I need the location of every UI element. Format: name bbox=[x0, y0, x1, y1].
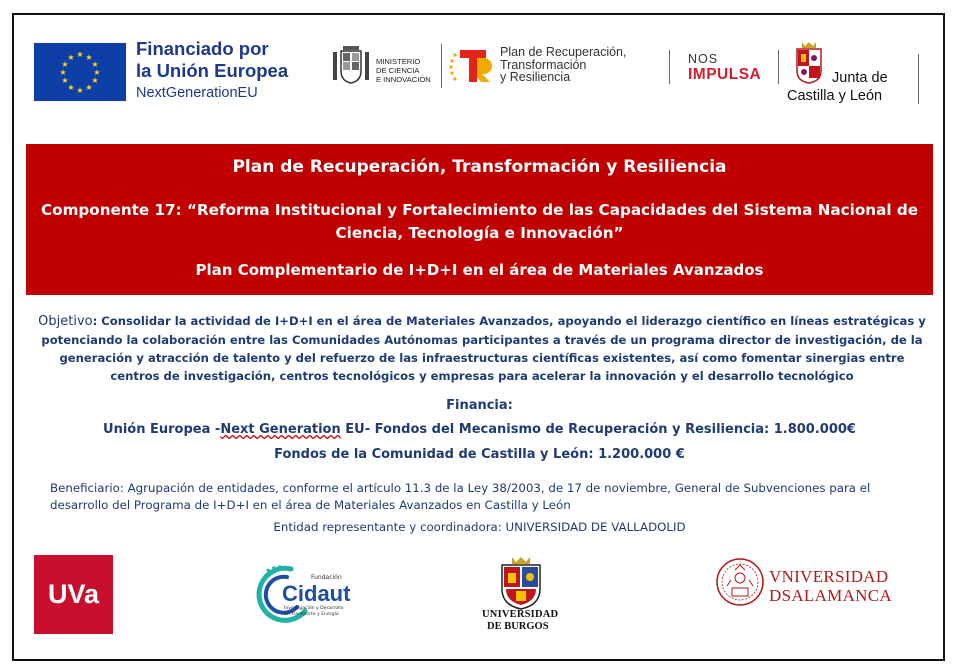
prtr-text bbox=[500, 46, 626, 84]
svg-text:★: ★ bbox=[85, 53, 93, 62]
svg-text:★: ★ bbox=[61, 76, 69, 85]
prtr-line-2: Transformación bbox=[500, 57, 587, 72]
jcyl-line-1: Junta de bbox=[832, 70, 888, 86]
financia-ue-pre: Unión Europea - bbox=[103, 422, 221, 437]
eu-flag-logo bbox=[34, 43, 126, 101]
svg-text:★: ★ bbox=[76, 50, 84, 59]
banner-title: Plan de Recuperación, Transformación y Resiliencia bbox=[232, 157, 727, 177]
banner-componente: Componente 17: “Reforma Institucional y Fortalecimiento de las Capacidades del Sistema Nacional de Ciencia, Tecnología e Innovación” bbox=[41, 201, 918, 242]
svg-text:★: ★ bbox=[61, 60, 69, 69]
program-banner bbox=[26, 144, 933, 295]
spain-coat-of-arms-icon bbox=[330, 42, 372, 88]
uva-logo bbox=[34, 555, 113, 634]
salamanca-seal-icon bbox=[715, 556, 765, 608]
svg-text:★: ★ bbox=[67, 83, 75, 92]
ministerio-line-1: MINISTERIO bbox=[376, 57, 421, 66]
cidaut-fundacion: Fundación bbox=[311, 574, 342, 581]
banner-plan: Plan Complementario de I+D+I en el área de Materiales Avanzados bbox=[195, 261, 764, 279]
logo-separator bbox=[441, 44, 442, 88]
svg-text:★: ★ bbox=[59, 68, 67, 77]
financia-ue-post: EU- Fondos del Mecanismo de Recuperación y Resiliencia: 1.800.000€ bbox=[340, 422, 856, 437]
salamanca-line-2: DSALAMANCA bbox=[769, 586, 892, 605]
burgos-line-2: DE BURGOS bbox=[487, 621, 549, 632]
impulsa-text: IMPULSA bbox=[688, 66, 762, 83]
eu-line-1: Financiado por bbox=[136, 38, 269, 59]
objetivo-text: : Consolidar la actividad de I+D+I en el área de Materiales Avanzados, apoyando el liderazgo científico en líneas estratégicas y potenciando la colaboración entre las Comunidades Autónomas participantes a través de un programa director de investigación, de la generación y atracción de talento y del refuerzo de las infraestructuras científicas existentes, así como fomentar sinergias entre centros de investigación, centros tecnológicos y empresas para acelerar la innovación y el desarrollo tecnológico bbox=[41, 314, 926, 383]
cidaut-name: Cidaut bbox=[282, 581, 351, 606]
cidaut-subtitle: Investigación y Desarrollo en Transporte y Energía bbox=[284, 606, 344, 617]
logo-separator bbox=[669, 50, 670, 84]
svg-text:★: ★ bbox=[91, 60, 99, 69]
financia-jcyl-line: Fondos de la Comunidad de Castilla y León: 1.200.000 € bbox=[274, 447, 685, 462]
svg-text:★: ★ bbox=[76, 86, 84, 95]
logo-separator bbox=[778, 50, 779, 84]
burgos-line-1: UNIVERSIDAD bbox=[482, 609, 559, 620]
logo-separator bbox=[918, 54, 919, 104]
svg-text:★: ★ bbox=[93, 68, 101, 77]
ministerio-line-3: E INNOVACIÓN bbox=[376, 75, 431, 84]
eu-funding-text bbox=[136, 40, 288, 101]
ministerio-line-2: DE CIENCIA bbox=[376, 66, 420, 75]
nos-text: NOS bbox=[688, 52, 719, 66]
eu-line-3: NextGenerationEU bbox=[136, 85, 258, 101]
financia-ue-line bbox=[26, 422, 933, 437]
burgos-shield-icon bbox=[494, 555, 548, 611]
castilla-leon-shield-icon bbox=[794, 40, 824, 84]
svg-text:★: ★ bbox=[85, 83, 93, 92]
uva-logo-text: UVa bbox=[47, 579, 100, 609]
entidad-line: Entidad representante y coordinadora: UNIVERSIDAD DE VALLADOLID bbox=[273, 520, 686, 534]
financia-label: Financia: bbox=[446, 398, 513, 413]
salamanca-line-1: VNIVERSIDAD bbox=[769, 567, 889, 586]
prtr-line-1: Plan de Recuperación, bbox=[500, 45, 627, 59]
ministerio-text bbox=[376, 57, 431, 84]
svg-text:★: ★ bbox=[67, 53, 75, 62]
prtr-line-3: y Resiliencia bbox=[500, 70, 571, 84]
beneficiario-paragraph: Beneficiario: Agrupación de entidades, conforme el artículo 11.3 de la Ley 38/2003, de 17 de noviembre, General de Subvenciones para el desarrollo del Programa de I+D+I en el área de Materiales Avanzados en Castilla y León bbox=[50, 481, 871, 512]
objetivo-paragraph bbox=[38, 312, 926, 385]
prtr-logo-icon bbox=[448, 46, 496, 86]
objetivo-label: Objetivo bbox=[38, 314, 93, 329]
eu-line-2: la Unión Europea bbox=[136, 59, 289, 81]
financia-ue-next-generation: Next Generation bbox=[220, 422, 341, 437]
jcyl-line-2: Castilla y León bbox=[787, 88, 883, 104]
svg-text:★: ★ bbox=[91, 76, 99, 85]
